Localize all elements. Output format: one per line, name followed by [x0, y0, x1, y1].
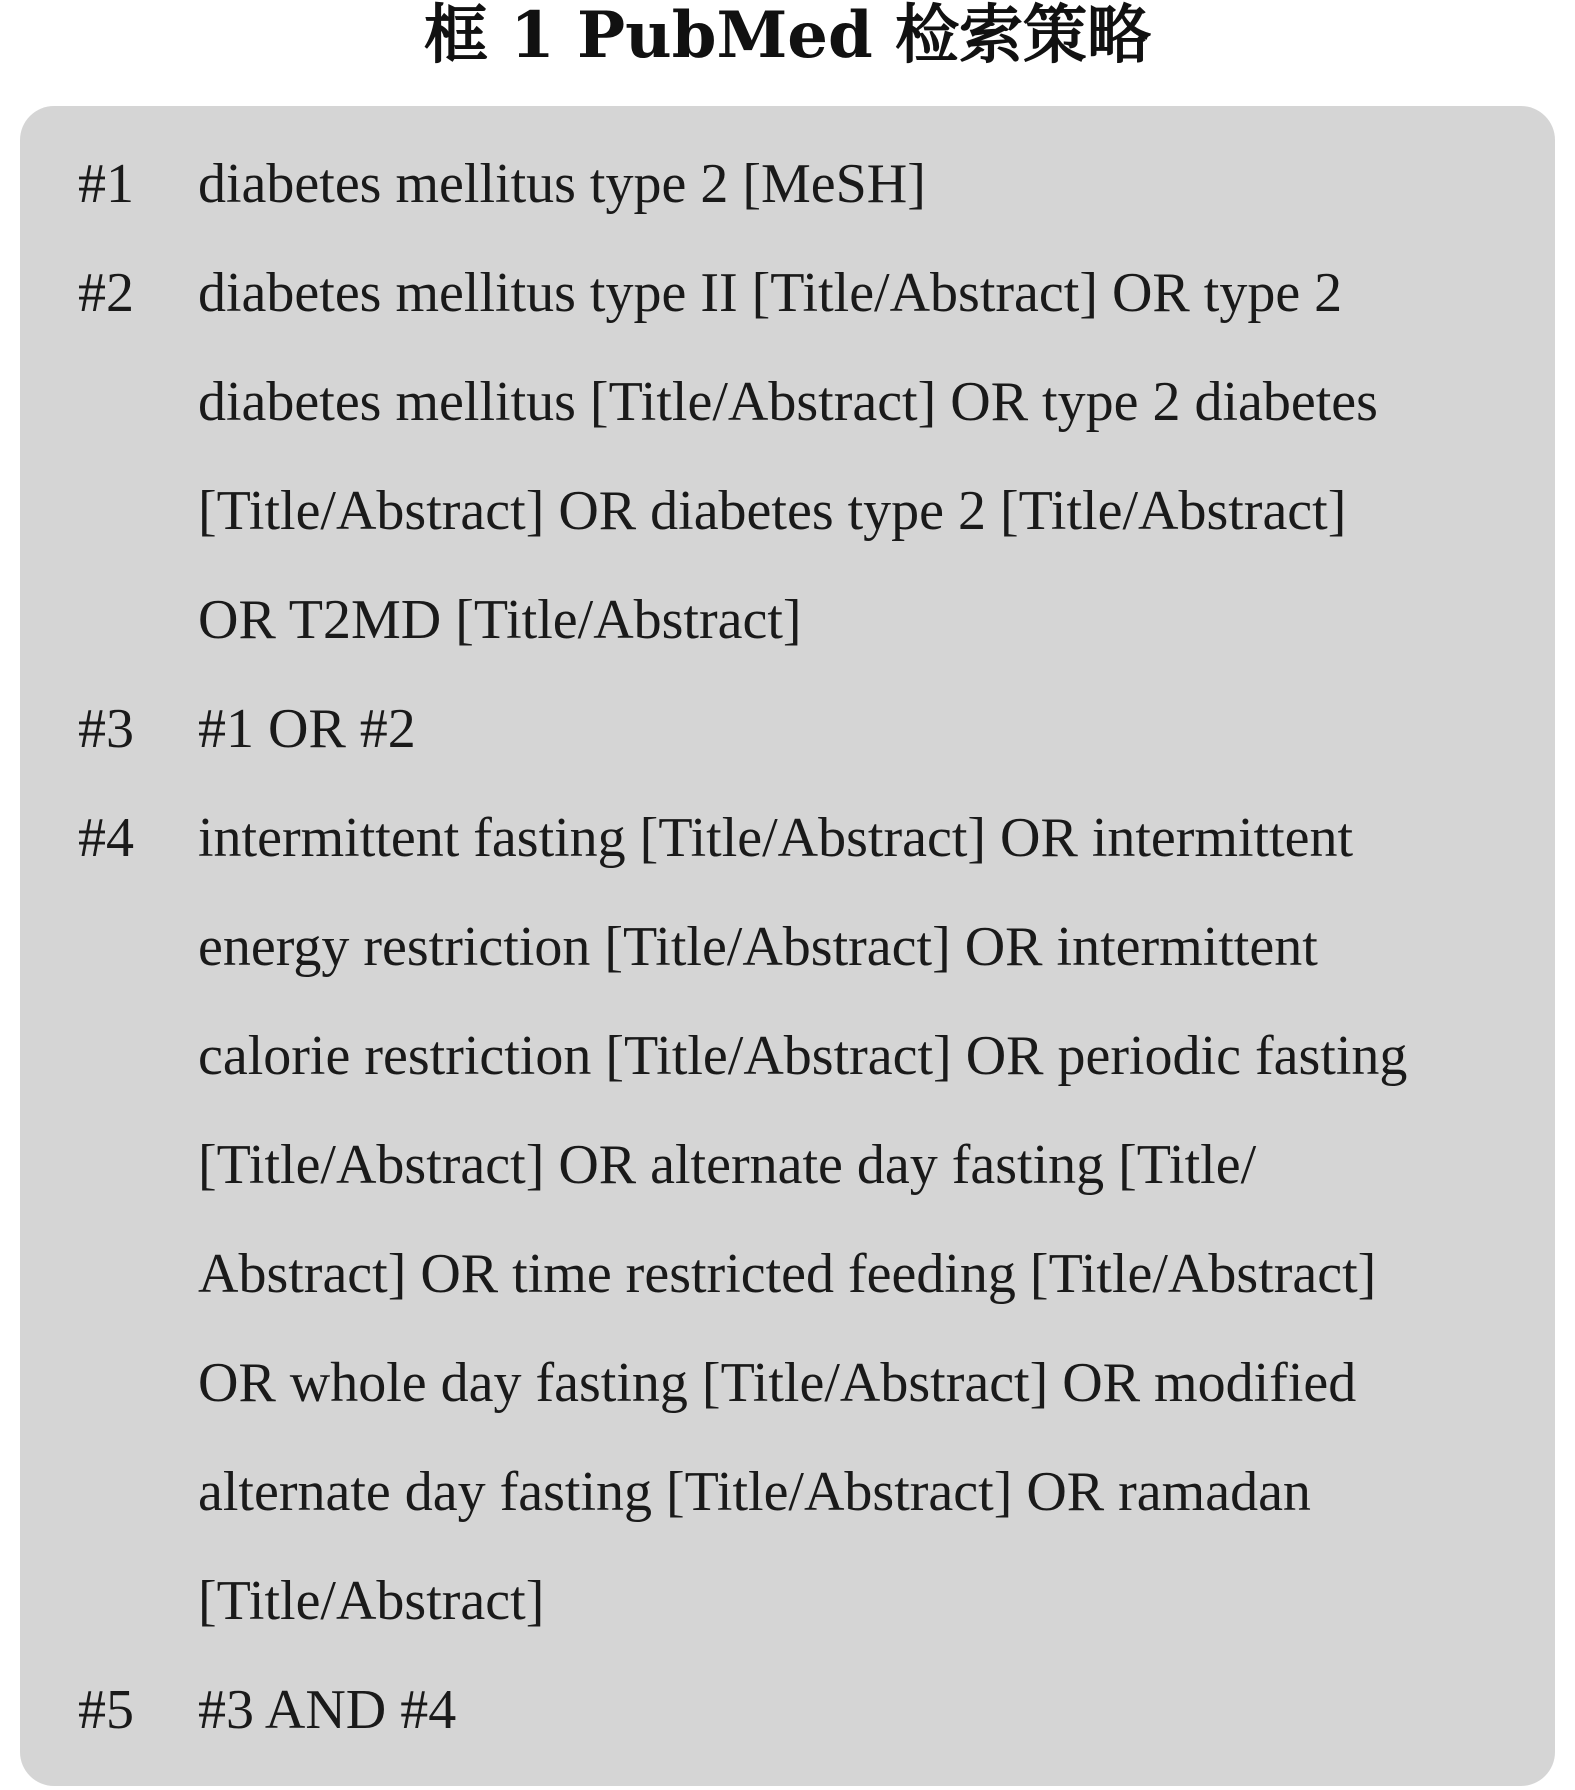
step-query: intermittent fasting [Title/Abstract] OR intermittent energy restriction [Title/Abstract] OR intermittent calorie restriction [Title/Abstract] OR periodic fasting [Title/Abstract] OR alternate day fasting [Title/ Abstract] OR time restricted feeding [Title/Abstract] OR whole day fasting [Title/Abstract] OR modified alternate day fasting [Title/Abstract] OR ramadan [Title/Abstract] — [198, 807, 1408, 1632]
step-number: #2 — [78, 262, 134, 324]
search-strategy-list — [78, 130, 1538, 1765]
step-query: diabetes mellitus type 2 [MeSH] — [198, 153, 926, 215]
search-step-5 — [78, 1656, 1538, 1765]
box-title: 框 1 PubMed 检索策略 — [423, 0, 1152, 73]
search-step-2 — [78, 239, 1538, 675]
search-step-4 — [78, 784, 1538, 1656]
step-number: #5 — [78, 1679, 134, 1741]
step-number: #1 — [78, 153, 134, 215]
step-query: #1 OR #2 — [198, 698, 416, 760]
search-step-3 — [78, 675, 1538, 784]
search-strategy-panel — [20, 106, 1555, 1786]
step-number: #3 — [78, 698, 134, 760]
search-step-1 — [78, 130, 1538, 239]
step-query: diabetes mellitus type II [Title/Abstract] OR type 2 diabetes mellitus [Title/Abstract] OR type 2 diabetes [Title/Abstract] OR diabetes type 2 [Title/Abstract] OR T2MD [Title/Abstract] — [198, 262, 1378, 651]
step-number: #4 — [78, 807, 134, 869]
step-query: #3 AND #4 — [198, 1679, 457, 1741]
